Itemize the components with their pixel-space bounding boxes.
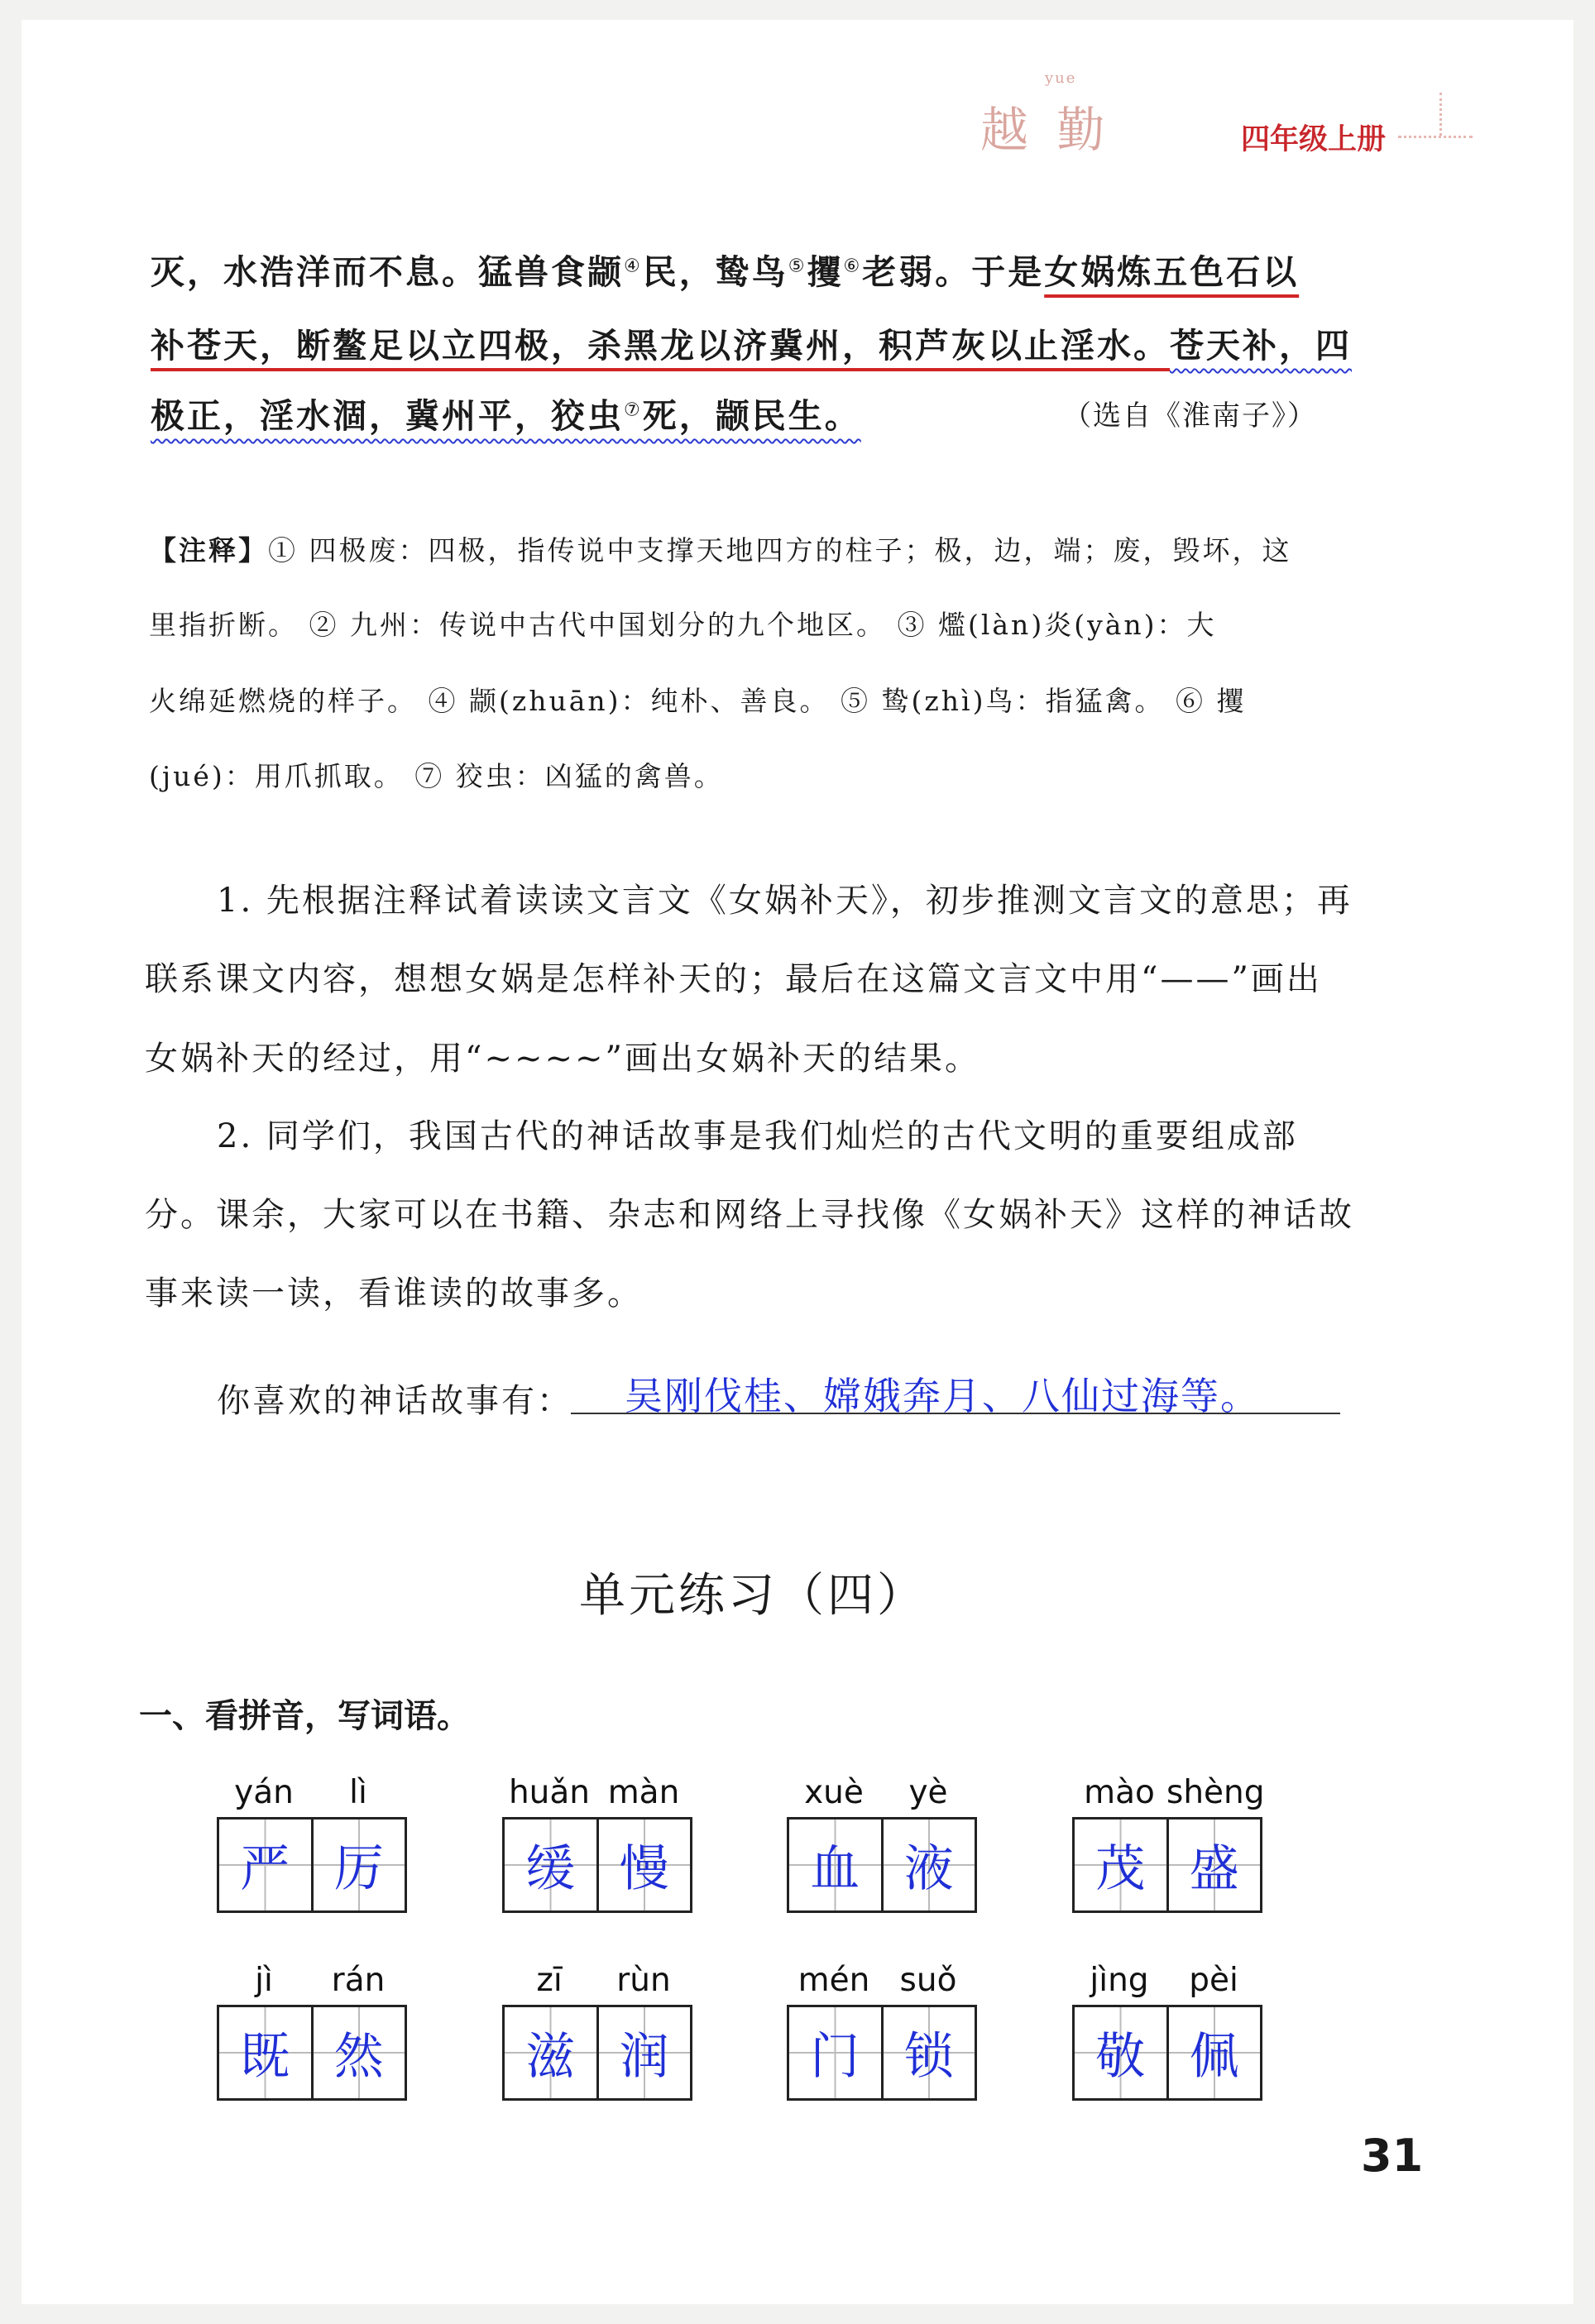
pinyin: huǎn <box>508 1774 591 1811</box>
pinyin: jì <box>255 1962 273 1999</box>
pinyin: mào <box>1084 1774 1155 1811</box>
classical-line-1: 灭，水浩洋而不息。猛兽食颛④民，鸷鸟⑤攫⑥老弱。于是女娲炼五色石以 <box>151 252 1300 292</box>
char-cell: 敬 <box>1075 2007 1166 2098</box>
pinyin: mén <box>798 1962 870 1999</box>
question-2-line-1: 2. 同学们，我国古代的神话故事是我们灿烂的古代文明的重要组成部 <box>217 1117 1298 1155</box>
notes-line-4: (jué)：用爪抓取。 ⑦ 狡虫：凶猛的禽兽。 <box>149 760 724 792</box>
char-cell: 严 <box>219 1820 311 1910</box>
notes-line-3: 火绵延燃烧的样子。 ④ 颛(zhuān)：纯朴、善良。 ⑤ 鸷(zhì)鸟：指猛禽。 ⑥ 攫 <box>149 685 1247 717</box>
question-2-line-2: 分。课余，大家可以在书籍、杂志和网络上寻找像《女娲补天》这样的神话故 <box>145 1196 1354 1234</box>
char-cell: 润 <box>596 2007 691 2098</box>
word-group <box>787 1962 975 2101</box>
header-divider <box>1398 136 1473 138</box>
char-cell: 盛 <box>1166 1820 1261 1910</box>
word-group <box>1072 1774 1265 1913</box>
pinyin: lì <box>349 1774 367 1811</box>
underline-process: 女娲炼五色石以 <box>1044 252 1300 292</box>
char-cell: 佩 <box>1166 2007 1261 2098</box>
word-group <box>1072 1962 1261 2101</box>
pinyin: pèi <box>1189 1962 1238 1999</box>
char-cell: 血 <box>789 1820 881 1910</box>
pinyin: zī <box>536 1962 563 1999</box>
classical-line-3 <box>151 389 861 438</box>
section-heading: 一、看拼音，写词语。 <box>139 1697 470 1735</box>
pinyin: xuè <box>804 1774 864 1811</box>
word-group <box>502 1774 691 1913</box>
pinyin: yán <box>234 1774 294 1811</box>
wavy-underline-result: 苍天补，四 <box>1170 326 1352 366</box>
char-cell: 门 <box>789 2007 881 2098</box>
char-cell: 慢 <box>596 1820 691 1910</box>
pinyin: rán <box>331 1962 386 1999</box>
char-cell: 茂 <box>1075 1820 1166 1910</box>
word-group <box>217 1774 405 1913</box>
answer-prompt: 你喜欢的神话故事有： <box>217 1382 572 1420</box>
pinyin: rùn <box>616 1962 671 1999</box>
logo-pinyin: yue <box>1045 69 1077 87</box>
char-cell: 缓 <box>505 1820 596 1910</box>
logo-text: 越 勤 <box>980 102 1112 158</box>
unit-title: 单元练习（四） <box>579 1569 927 1623</box>
char-cell: 厉 <box>311 1820 405 1910</box>
notes-line-2: 里指折断。 ② 九州：传说中古代中国划分的九个地区。 ③ 爁(làn)炎(yàn)：大 <box>149 609 1217 641</box>
wavy-underline-result: 极正，淫水涸，冀州平，狡虫⑦死，颛民生。 <box>151 396 861 436</box>
char-cell: 既 <box>219 2007 311 2098</box>
question-1-line-1: 1. 先根据注释试着读读文言文《女娲补天》，初步推测文言文的意思；再 <box>217 882 1353 920</box>
page-number: 31 <box>1361 2130 1424 2182</box>
pinyin: shèng <box>1166 1774 1265 1811</box>
grade-label: 四年级上册 <box>1241 123 1387 156</box>
char-cell: 液 <box>881 1820 975 1910</box>
word-group <box>217 1962 405 2101</box>
pinyin: yè <box>908 1774 948 1811</box>
question-1-line-2: 联系课文内容，想想女娲是怎样补天的；最后在这篇文言文中用“——”画出 <box>145 960 1322 998</box>
char-cell: 滋 <box>505 2007 596 2098</box>
char-cell: 锁 <box>881 2007 975 2098</box>
pinyin: suǒ <box>899 1962 957 1999</box>
classical-line-2 <box>151 318 1352 367</box>
handwritten-answer: 吴刚伐桂、嫦娥奔月、八仙过海等。 <box>625 1374 1260 1418</box>
header-divider-vertical <box>1439 93 1442 136</box>
word-group <box>502 1962 691 2101</box>
pinyin: jìng <box>1090 1962 1149 1999</box>
notes-line-1: 【注释】① 四极废：四极，指传说中支撑天地四方的柱子；极，边，端；废，毁坏，这 <box>149 534 1292 567</box>
word-group <box>787 1774 975 1913</box>
char-cell: 然 <box>311 2007 405 2098</box>
source-citation: （选自《淮南子》） <box>1063 399 1317 433</box>
notes-label: 【注释】 <box>149 534 268 567</box>
pinyin: màn <box>607 1774 680 1811</box>
underline-process: 补苍天，断鳌足以立四极，杀黑龙以济冀州，积芦灰以止淫水。 <box>151 326 1170 366</box>
question-2-line-3: 事来读一读，看谁读的故事多。 <box>145 1274 643 1313</box>
question-1-line-3: 女娲补天的经过，用“~~~~”画出女娲补天的结果。 <box>145 1040 980 1078</box>
